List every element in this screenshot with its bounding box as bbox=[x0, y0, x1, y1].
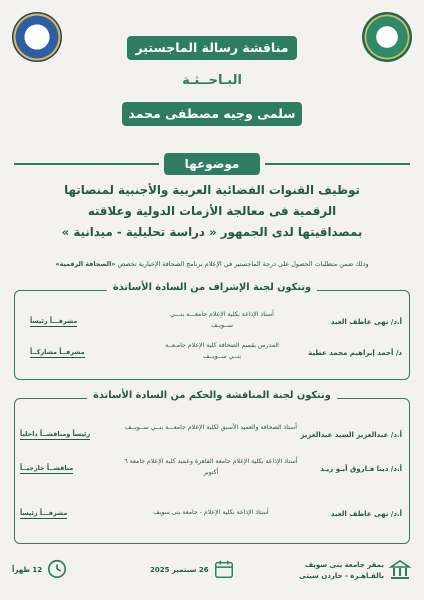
degree-note bbox=[10, 260, 414, 268]
supervision-heading: وتتكون لجنة الإشراف من السادة الأساتذة bbox=[107, 282, 317, 293]
member-position: أستاذ الإذاعة بكلية الإعلام جامعة القاهرة وعميد كلية الإعلام جامعة ٦ أكتوبر bbox=[124, 458, 298, 476]
member-name: أ.د/ عبدالعزيز السيد عبدالعزيز bbox=[300, 431, 402, 439]
researcher-name: سلمى وجيه مصطفى محمد bbox=[122, 102, 302, 126]
member-position: أستاذ الصحافة والعميد الأسبق لكلية الإعلام جامعـــة بنــي ســويــف bbox=[125, 424, 297, 431]
committee-row bbox=[14, 497, 410, 531]
member-role: مشرفــاً مشاركــاً bbox=[30, 348, 85, 356]
time bbox=[12, 558, 68, 582]
building-icon bbox=[388, 558, 412, 584]
member-position: المدرس بقسم الصحافة كلية الإعلام جامـعــة بنــي ســويــف bbox=[165, 342, 279, 360]
member-name: أ.د/ نهى عاطف العبد bbox=[330, 318, 402, 326]
committee-heading: وتتكون لجنة المناقشة والحكم من السادة الأساتذة bbox=[87, 390, 337, 401]
event-date: 26 سبتمبر 2025 bbox=[150, 566, 209, 574]
event-title: مناقشة رسالة الماجستير bbox=[127, 36, 297, 60]
member-position: أستاذ الإذاعة بكلية الإعلام - جامعة بنى سويف bbox=[153, 509, 269, 516]
member-name: أ.د/ دينا فـاروق أبـو زيـد bbox=[320, 465, 402, 473]
thesis-line-2: الرقمية فى معالجة الأزمات الدولية وعلاقته bbox=[87, 204, 337, 218]
venue-line-2: بالقـاهـرة - جاردن سيتى bbox=[299, 572, 384, 580]
member-role: رئيساً ومناقشــاً داخلياً bbox=[20, 430, 91, 438]
member-role: مناقشــاً خارجيــاً bbox=[20, 464, 74, 472]
committee-row bbox=[14, 452, 410, 486]
event-time: 12 ظهراً bbox=[12, 566, 43, 574]
calendar-icon bbox=[213, 558, 235, 582]
faculty-logo bbox=[12, 12, 62, 62]
clock-icon bbox=[46, 558, 68, 582]
venue bbox=[299, 558, 412, 584]
member-position: أستاذ الإذاعة بكلية الإعلام جامعـــة بنـــي ســويـف bbox=[170, 311, 274, 329]
topic-label: موضوعها bbox=[164, 153, 260, 175]
member-name: أ.د/ نهى عاطف العبد bbox=[330, 510, 402, 518]
divider-right bbox=[265, 163, 410, 165]
degree-note-text: وذلك ضمن متطلبات الحصول على درجة الماجستير في الإعلام برنامج الصحافة الإخبارية تخصص bbox=[117, 260, 369, 268]
supervisor-row bbox=[14, 336, 410, 370]
thesis-title bbox=[14, 180, 410, 243]
divider-left bbox=[14, 163, 159, 165]
member-role: مشرفـــاً رئيساً bbox=[30, 317, 78, 325]
thesis-line-3: بمصداقيتها لدى الجمهور « دراسة تحليلية - ميدانية » bbox=[61, 225, 363, 239]
member-name: د/ أحمد إبراهيم محمد عطية bbox=[308, 349, 402, 357]
venue-line-1: بمقر جامعة بنى سويف bbox=[304, 561, 384, 569]
event-details bbox=[0, 558, 424, 594]
date bbox=[150, 558, 235, 582]
degree-specialty: «الصحافة الرقمية» bbox=[55, 260, 116, 268]
university-logo bbox=[362, 12, 412, 62]
member-role: مشرفـــاً رئيساً bbox=[20, 509, 68, 517]
supervisor-row bbox=[14, 305, 410, 339]
committee-row bbox=[14, 418, 410, 452]
researcher-label: البـاحــثـة bbox=[182, 73, 242, 88]
thesis-line-1: توظيف القنوات الفضائية العربية والأجنبية لمنصاتها bbox=[64, 183, 360, 197]
